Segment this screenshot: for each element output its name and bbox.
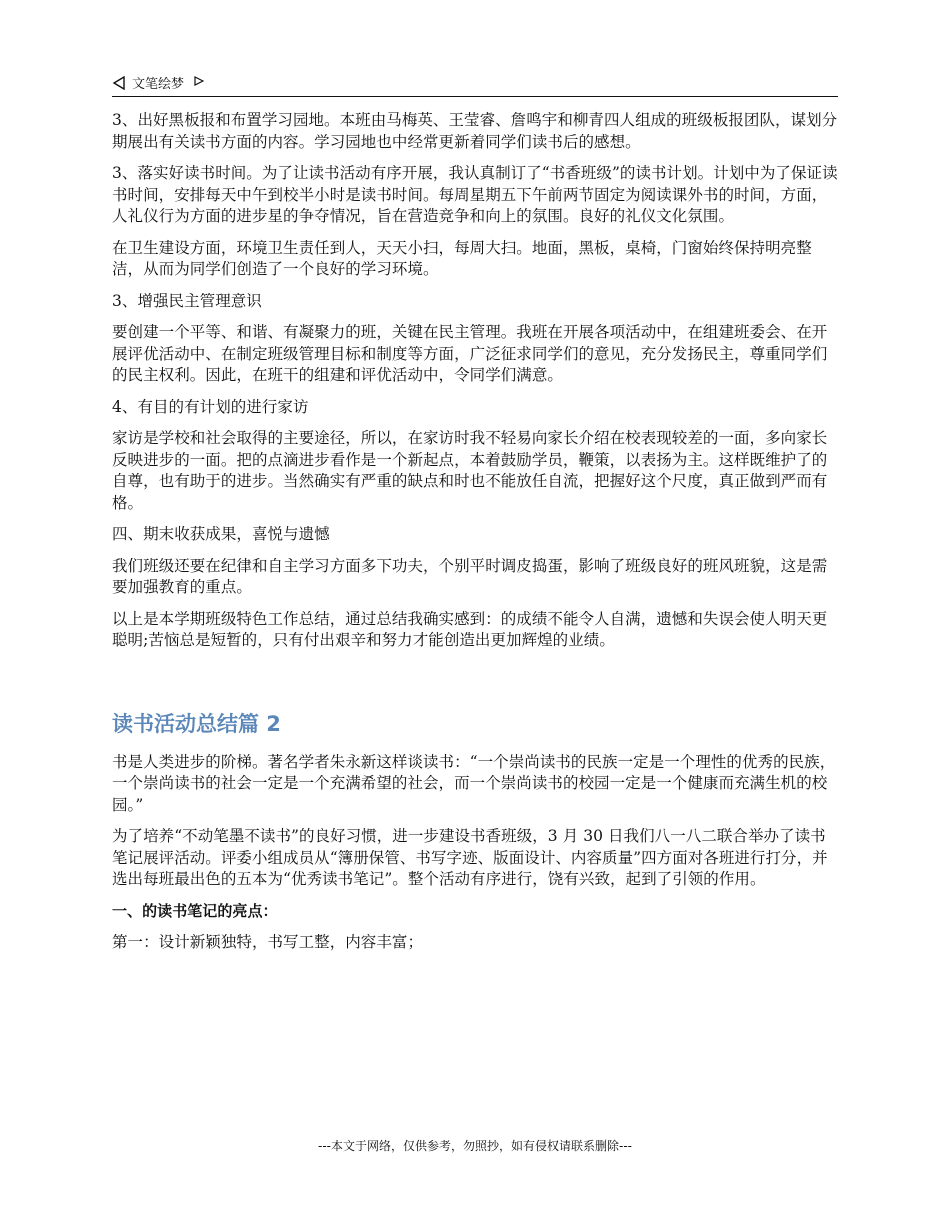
document-body (112, 110, 840, 964)
paragraph: 要创建一个平等、和谐、有凝聚力的班，关键在民主管理。我班在开展各项活动中，在组建班委会、在开展评优活动中、在制定班级管理目标和制度等方面，广泛征求同学们的意见，充分发扬民主，尊重同学们的民主权利。因此，在班干的组建和评优活动中，令同学们满意。 (112, 323, 828, 384)
paragraph: 3、落实好读书时间。为了让读书活动有序开展，我认真制订了“书香班级”的读书计划。计划中为了保证读书时间，安排每天中午到校半小时是读书时间。每周星期五下午前两节固定为阅读课外书的时间，方面，人礼仪行为方面的进步星的争夺情况，旨在营造竞争和向上的氛围。良好的礼仪文化氛围。 (112, 164, 838, 225)
paragraph: 3、出好黑板报和布置学习园地。本班由马梅英、王莹睿、詹鸣宇和柳青四人组成的班级板报团队，谋划分期展出有关读书方面的内容。学习园地也中经常更新着同学们读书后的感想。 (112, 111, 838, 151)
triangle-left-icon (112, 76, 126, 90)
page-header (112, 72, 838, 97)
paragraph-heading: 四、期末收获成果，喜悦与遗憾 (112, 525, 330, 543)
paragraph-heading: 3、增强民主管理意识 (112, 291, 262, 310)
paragraph: 第一：设计新颖独特，书写工整，内容丰富； (112, 933, 424, 951)
paragraph: 家访是学校和社会取得的主要途径，所以，在家访时我不轻易向家长介绍在校表现较差的一面，多向家长反映进步的一面。把的点滴进步看作是一个新起点，本着鼓励学员，鞭策，以表扬为主。这样既维护了的自尊，也有助于的进步。当然确实有严重的缺点和时也不能放任自流，把握好这个尺度，真正做到严而有格。 (112, 429, 828, 512)
page-footer: ---本文于网络，仅供参考，勿照抄，如有侵权请联系删除--- (318, 1139, 632, 1153)
triangle-right-icon (194, 76, 204, 86)
paragraph: 在卫生建设方面，环境卫生责任到人，天天小扫，每周大扫。地面，黑板，桌椅，门窗始终保持明亮整洁，从而为同学们创造了一个良好的学习环境。 (112, 238, 812, 278)
header-brand-text: 文笔绘梦 (132, 77, 185, 92)
subheading: 一、的读书笔记的亮点： (112, 901, 278, 920)
section-title: 读书活动总结篇 2 (112, 711, 281, 736)
paragraph: 我们班级还要在纪律和自主学习方面多下功夫，个别平时调皮捣蛋，影响了班级良好的班风班貌，这是需要加强教育的重点。 (112, 556, 828, 596)
header-brand (112, 73, 204, 92)
paragraph: 以上是本学期班级特色工作总结，通过总结我确实感到：的成绩不能令人自满，遗憾和失误会使人明天更聪明;苦恼总是短暂的，只有付出艰辛和努力才能创造出更加辉煌的业绩。 (112, 609, 828, 649)
paragraph: 为了培养“不动笔墨不读书”的良好习惯，进一步建设书香班级，3 月 30 日我们八一八二联合举办了读书笔记展评活动。评委小组成员从“簿册保管、书写字迹、版面设计、内容质量”四方面对各班进行打分，并选出每班最出色的五本为“优秀读书笔记”。整个活动有序进行，饶有兴致，起到了引领的作用。 (112, 827, 828, 888)
paragraph: 书是人类进步的阶梯。著名学者朱永新这样谈读书：“一个崇尚读书的民族一定是一个理性的优秀的民族，一个崇尚读书的社会一定是一个充满希望的社会，而一个崇尚读书的校园一定是一个健康而充满生机的校园。” (112, 752, 836, 814)
paragraph-heading: 4、有目的有计划的进行家访 (112, 397, 309, 416)
